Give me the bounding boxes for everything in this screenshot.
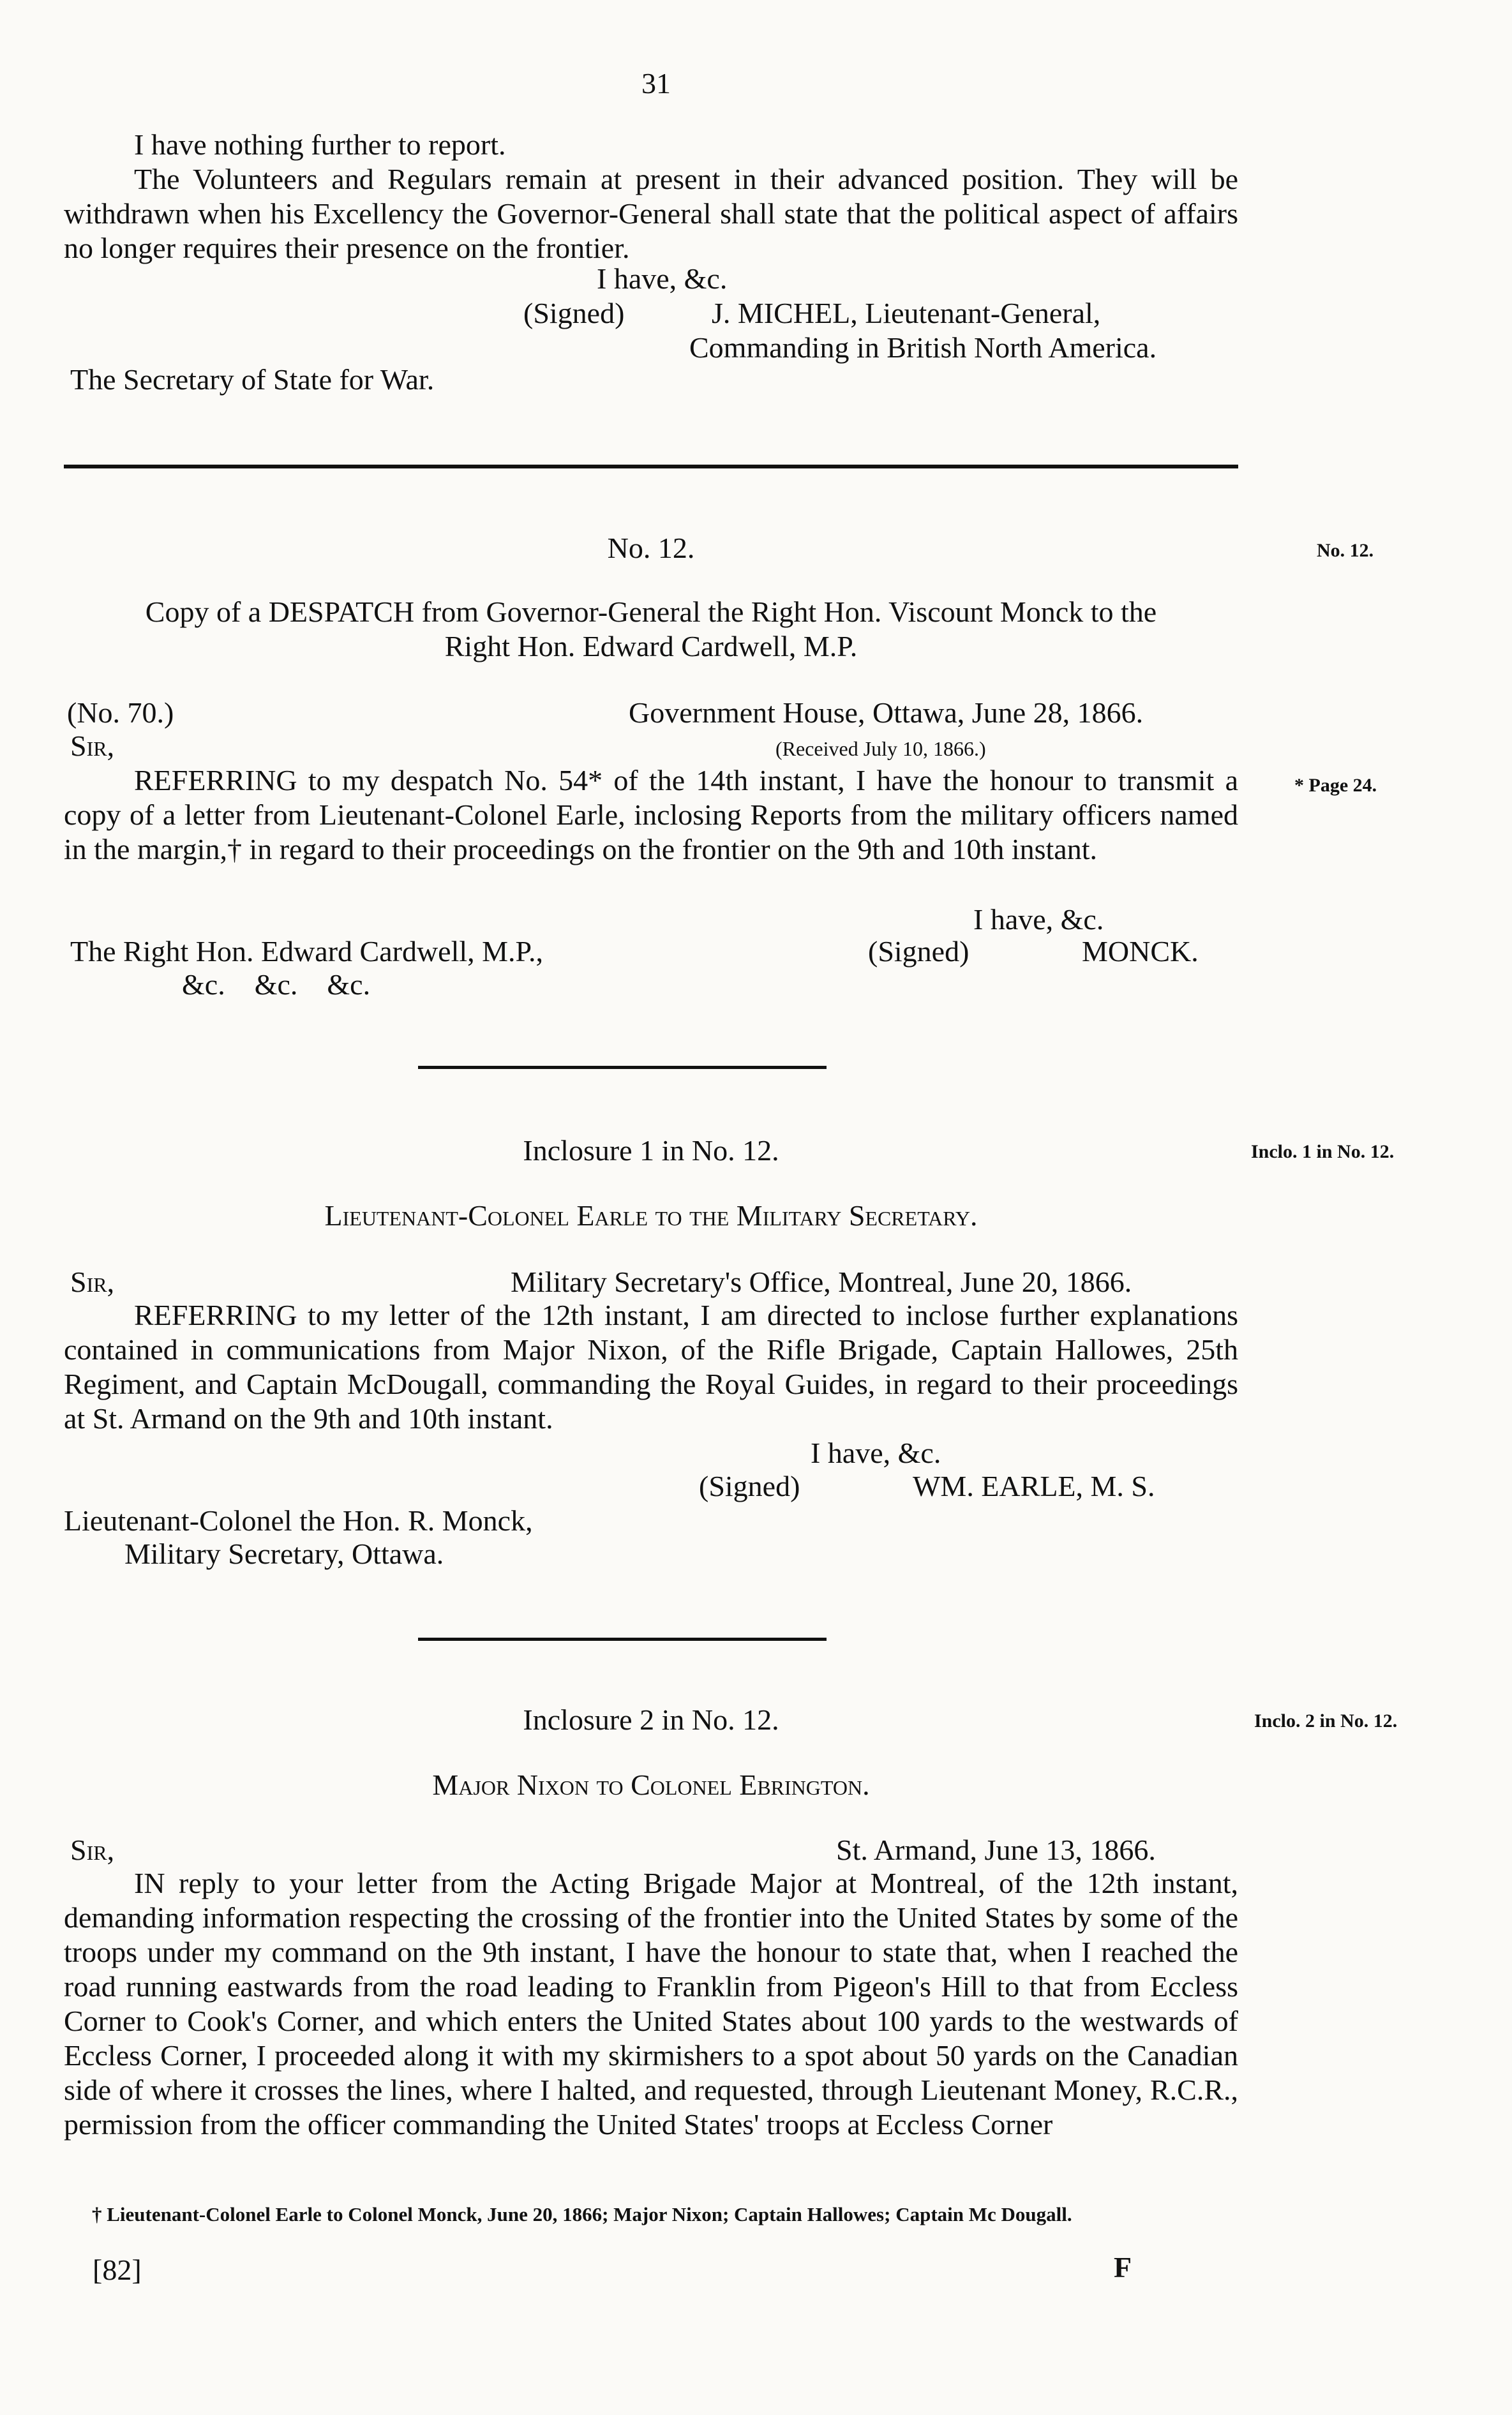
addressee: Lieutenant-Colonel the Hon. R. Monck, — [64, 1504, 533, 1537]
margin-label: Inclo. 2 in No. 12. — [1254, 1710, 1398, 1731]
salutation: Sir, — [70, 1834, 115, 1866]
section-divider — [418, 1638, 827, 1641]
inclosure-body — [64, 1866, 1238, 2142]
salutation: Sir, — [70, 1266, 115, 1298]
sheet-number: [82] — [93, 2254, 142, 2286]
etc: &c. &c. &c. — [182, 968, 371, 1001]
received-note: (Received July 10, 1866.) — [775, 737, 986, 760]
title-line: Copy of a DESPATCH from Governor-General the Right Hon. Viscount Monck to the — [145, 595, 1157, 628]
signer: WM. EARLE, M. S. — [913, 1470, 1155, 1502]
signer: MONCK. — [1082, 935, 1199, 968]
location-date: Military Secretary's Office, Montreal, June 20, 1866. — [511, 1266, 1132, 1298]
closing: I have, &c. — [597, 262, 728, 295]
paragraph: REFERRING to my despatch No. 54* of the 14th instant, I have the honour to transmit a copy of a letter from Lieutenant-Colonel Earle, inclosing Reports from the military officers named in the margin,† in regard to their proceedings on the frontier on the 9th and 10th instant. — [64, 764, 1238, 865]
despatch-number: (No. 70.) — [67, 696, 174, 729]
signed-label: (Signed) — [699, 1470, 800, 1502]
section-divider — [64, 465, 1238, 468]
margin-label: Inclo. 1 in No. 12. — [1251, 1141, 1395, 1162]
page-number: 31 — [641, 67, 671, 100]
inclosure-heading: Inclosure 2 in No. 12. — [523, 1703, 779, 1736]
previous-despatch-text — [64, 128, 1238, 265]
despatch-title — [64, 595, 1238, 629]
paragraph: I have nothing further to report. — [134, 128, 506, 161]
paragraph: The Volunteers and Regulars remain at present in their advanced position. They will be withdrawn when his Excellency the Governor-General shall state that the political aspect of affairs no longer requires their presence on the frontier. — [64, 163, 1238, 264]
addressee: The Secretary of State for War. — [70, 363, 435, 396]
inclosure-title: Major Nixon to Colonel Ebrington. — [432, 1768, 870, 1801]
paragraph: IN reply to your letter from the Acting Brigade Major at Montreal, of the 12th instant, demanding information respecting the crossing of the frontier into the United States by some of the troops under my command on the 9th instant, I have the honour to state that, when I reached the road running eastwards from the road leading to Franklin from Pigeon's Hill to that from Eccless Corner to Cook's Corner, and which enters the United States about 100 yards to the westwards of Eccless Corner, I proceeded along it with my skirmishers to a spot about 50 yards on the Canadian side of where it crosses the lines, where I halted, and requested, through Lieutenant Money, R.C.R., permission from the officer commanding the United States' troops at Eccless Corner — [64, 1867, 1238, 2141]
section-divider — [418, 1066, 827, 1069]
closing: I have, &c. — [811, 1437, 941, 1469]
despatch-title-line2 — [64, 629, 1238, 664]
closing: I have, &c. — [973, 903, 1104, 936]
margin-note: * Page 24. — [1294, 775, 1377, 796]
despatch-heading: No. 12. — [607, 532, 695, 564]
despatch-body — [64, 763, 1238, 867]
addressee: The Right Hon. Edward Cardwell, M.P., — [70, 935, 544, 968]
signature-letter: F — [1114, 2251, 1132, 2284]
location-date: Government House, Ottawa, June 28, 1866. — [629, 696, 1144, 729]
signer-title: Commanding in British North America. — [689, 331, 1157, 364]
addressee: Military Secretary, Ottawa. — [124, 1537, 444, 1570]
title-line: Right Hon. Edward Cardwell, M.P. — [444, 630, 858, 662]
inclosure-body — [64, 1298, 1238, 1436]
signer: J. MICHEL, Lieutenant-General, — [712, 297, 1101, 329]
signed-label: (Signed) — [523, 297, 625, 329]
inclosure-heading: Inclosure 1 in No. 12. — [523, 1134, 779, 1167]
paragraph: REFERRING to my letter of the 12th instant, I am directed to inclose further explanations contained in communications from Major Nixon, of the Rifle Brigade, Captain Hallowes, 25th Regiment, and Captain McDougall, commanding the Royal Guides, in regard to their proceedings at St. Armand on the 9th and 10th instant. — [64, 1299, 1238, 1435]
location-date: St. Armand, June 13, 1866. — [836, 1834, 1156, 1866]
inclosure-title: Lieutenant-Colonel Earle to the Military Secretary. — [324, 1199, 978, 1232]
margin-label: No. 12. — [1317, 540, 1374, 561]
salutation: Sir, — [70, 729, 115, 762]
signed-label: (Signed) — [868, 935, 969, 968]
footnote: † Lieutenant-Colonel Earle to Colonel Monck, June 20, 1866; Major Nixon; Captain Hallowes; Captain Mc Dougall. — [92, 2203, 1072, 2225]
